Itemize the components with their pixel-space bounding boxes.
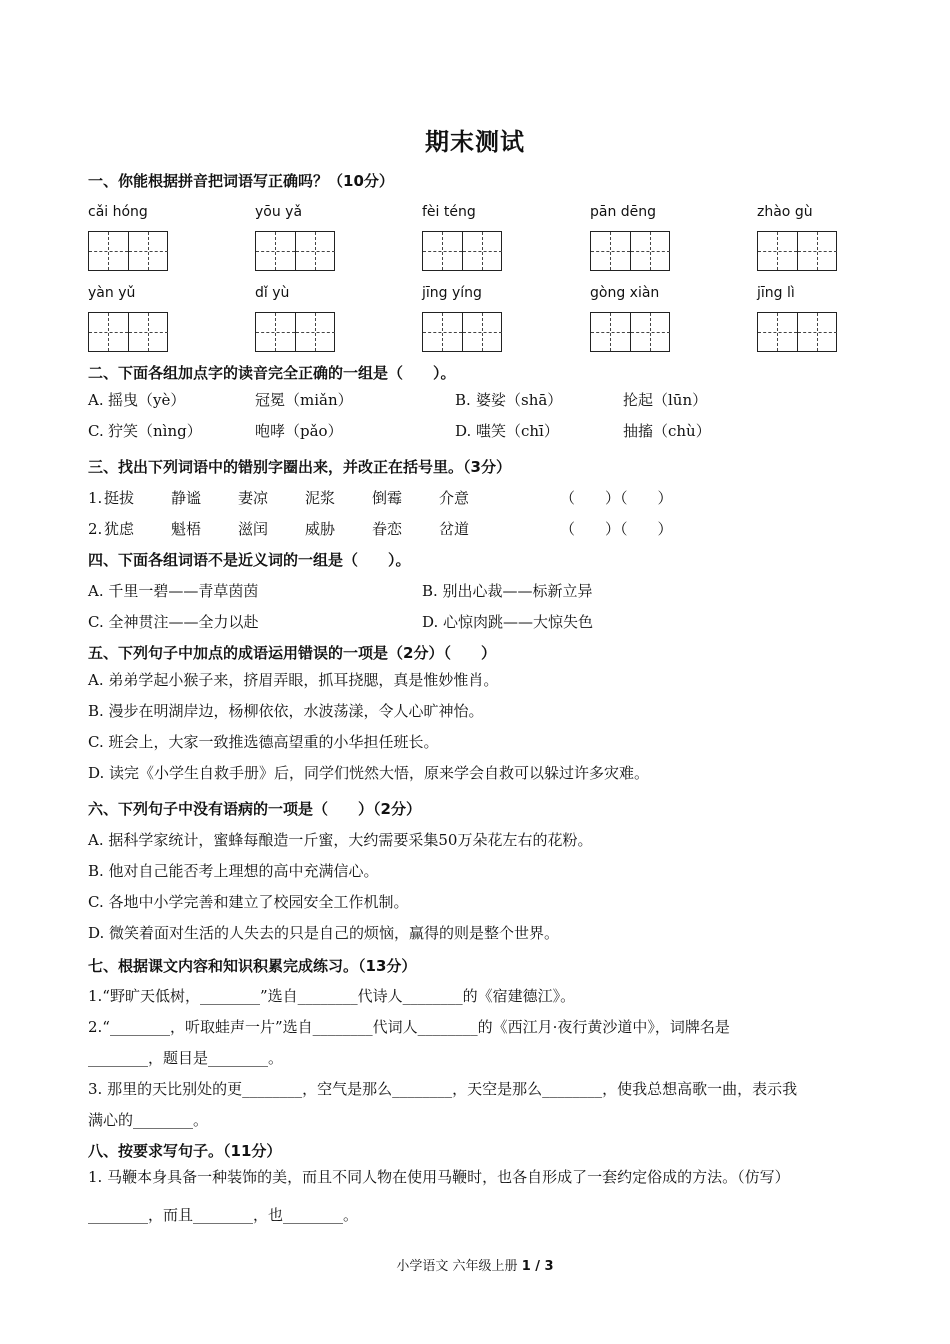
- pinyin-label: dǐ yù: [255, 285, 290, 301]
- word: 犹虑: [104, 520, 135, 538]
- option-b: B. 漫步在明湖岸边，杨柳依依，水波荡漾，令人心旷神怡。: [88, 702, 484, 720]
- pinyin-label: cǎi hóng: [88, 204, 148, 220]
- writing-grid[interactable]: [88, 231, 168, 271]
- q3-heading: 三、找出下列词语中的错别字圈出来，并改正在括号里。（3分）: [88, 458, 511, 476]
- option-word: 嗤笑（chī）: [476, 422, 559, 440]
- option-a: A. 弟弟学起小猴子来，挤眉弄眼，抓耳挠腮，真是惟妙惟肖。: [88, 671, 499, 689]
- page-title: 期末测试: [425, 128, 525, 156]
- writing-grid[interactable]: [422, 231, 502, 271]
- pinyin-label: pān dēng: [590, 204, 657, 220]
- option-word: 抽搐（chù）: [623, 422, 711, 440]
- word: 威胁: [305, 520, 336, 538]
- pinyin-label: fèi téng: [422, 204, 476, 220]
- fill-in-line[interactable]: ________，题目是________。: [88, 1049, 284, 1067]
- option-label: A.: [88, 391, 104, 409]
- pinyin-label: jīng lì: [757, 285, 795, 301]
- fill-in-line[interactable]: ________，而且________，也________。: [88, 1206, 359, 1224]
- option-word: 咆哮（pǎo）: [255, 422, 343, 440]
- word: 静谧: [171, 489, 202, 507]
- word: 挺拔: [104, 489, 135, 507]
- writing-grid[interactable]: [590, 231, 670, 271]
- pinyin-label: gòng xiàn: [590, 285, 660, 301]
- word: 介意: [439, 489, 470, 507]
- option-c: C. 全神贯注——全力以赴: [88, 613, 259, 631]
- pinyin-label: yàn yǔ: [88, 285, 136, 301]
- option-label: C.: [88, 422, 104, 440]
- question-line: 1. 马鞭本身具备一种装饰的美，而且不同人物在使用马鞭时，也各自形成了一套约定俗成的方法。（仿写）: [88, 1168, 790, 1186]
- q8-heading: 八、按要求写句子。（11分）: [88, 1142, 282, 1160]
- fill-in-line[interactable]: 3. 那里的天比别处的更________，空气是那么________，天空是那么________，使我总想高歌一曲，表示我: [88, 1080, 798, 1098]
- writing-grid[interactable]: [590, 312, 670, 352]
- writing-grid[interactable]: [88, 312, 168, 352]
- option-d: D. 读完《小学生自救手册》后，同学们恍然大悟，原来学会自救可以躲过许多灾难。: [88, 764, 650, 782]
- pinyin-label: zhào gù: [757, 204, 813, 220]
- page-footer: [0, 1255, 950, 1274]
- q6-heading: 六、下列句子中没有语病的一项是（ ）（2分）: [88, 800, 421, 818]
- option-word: 摇曳（yè）: [108, 391, 186, 409]
- writing-grid[interactable]: [757, 312, 837, 352]
- option-word: 冠冕（miǎn）: [255, 391, 353, 409]
- pinyin-label: yōu yǎ: [255, 204, 303, 220]
- option-d: D. 心惊肉跳——大惊失色: [422, 613, 594, 631]
- word: 魁梧: [171, 520, 202, 538]
- q2-heading: 二、下面各组加点字的读音完全正确的一组是（ ）。: [88, 364, 456, 382]
- option-b: B. 他对自己能否考上理想的高中充满信心。: [88, 862, 379, 880]
- option-c: C. 各地中小学完善和建立了校园安全工作机制。: [88, 893, 409, 911]
- word: 妻凉: [238, 489, 269, 507]
- option-word: 抡起（lūn）: [623, 391, 708, 409]
- q4-heading: 四、下面各组词语不是近义词的一组是（ ）。: [88, 551, 411, 569]
- fill-in-line[interactable]: 2.“________，听取蛙声一片”选自________代词人________的《西江月·夜行黄沙道中》，词牌名是: [88, 1018, 730, 1036]
- fill-in-line[interactable]: 满心的________。: [88, 1111, 209, 1129]
- word: 泥浆: [305, 489, 336, 507]
- writing-grid[interactable]: [757, 231, 837, 271]
- writing-grid[interactable]: [255, 312, 335, 352]
- q5-heading: 五、下列句子中加点的成语运用错误的一项是（2分）（ ）: [88, 644, 496, 662]
- page-number: 1 / 3: [521, 1259, 554, 1274]
- option-label: B.: [455, 391, 471, 409]
- option-label: D.: [455, 422, 472, 440]
- writing-grid[interactable]: [255, 231, 335, 271]
- word: 倒霉: [372, 489, 403, 507]
- option-b: B. 别出心裁——标新立异: [422, 582, 593, 600]
- fill-in-line[interactable]: 1.“野旷天低树，________”选自________代诗人________的《宿建德江》。: [88, 987, 576, 1005]
- row-number: 2.: [88, 520, 103, 538]
- answer-blank[interactable]: （ ）（ ）: [560, 520, 673, 538]
- answer-blank[interactable]: （ ）（ ）: [560, 489, 673, 507]
- option-d: D. 微笑着面对生活的人失去的只是自己的烦恼，赢得的则是整个世界。: [88, 924, 560, 942]
- word: 岔道: [439, 520, 470, 538]
- option-c: C. 班会上，大家一致推选德高望重的小华担任班长。: [88, 733, 439, 751]
- pinyin-label: jīng yíng: [422, 285, 482, 301]
- option-word: 狞笑（nìng）: [108, 422, 202, 440]
- footer-text: 小学语文 六年级上册: [396, 1259, 518, 1274]
- option-word: 婆娑（shā）: [476, 391, 563, 409]
- writing-grid[interactable]: [422, 312, 502, 352]
- row-number: 1.: [88, 489, 103, 507]
- q7-heading: 七、根据课文内容和知识积累完成练习。（13分）: [88, 957, 417, 975]
- word: 眷恋: [372, 520, 403, 538]
- word: 滋闰: [238, 520, 269, 538]
- option-a: A. 据科学家统计，蜜蜂每酿造一斤蜜，大约需要采集50万朵花左右的花粉。: [88, 831, 593, 849]
- q1-heading: 一、你能根据拼音把词语写正确吗？（10分）: [88, 172, 394, 190]
- option-a: A. 千里一碧——青草茵茵: [88, 582, 259, 600]
